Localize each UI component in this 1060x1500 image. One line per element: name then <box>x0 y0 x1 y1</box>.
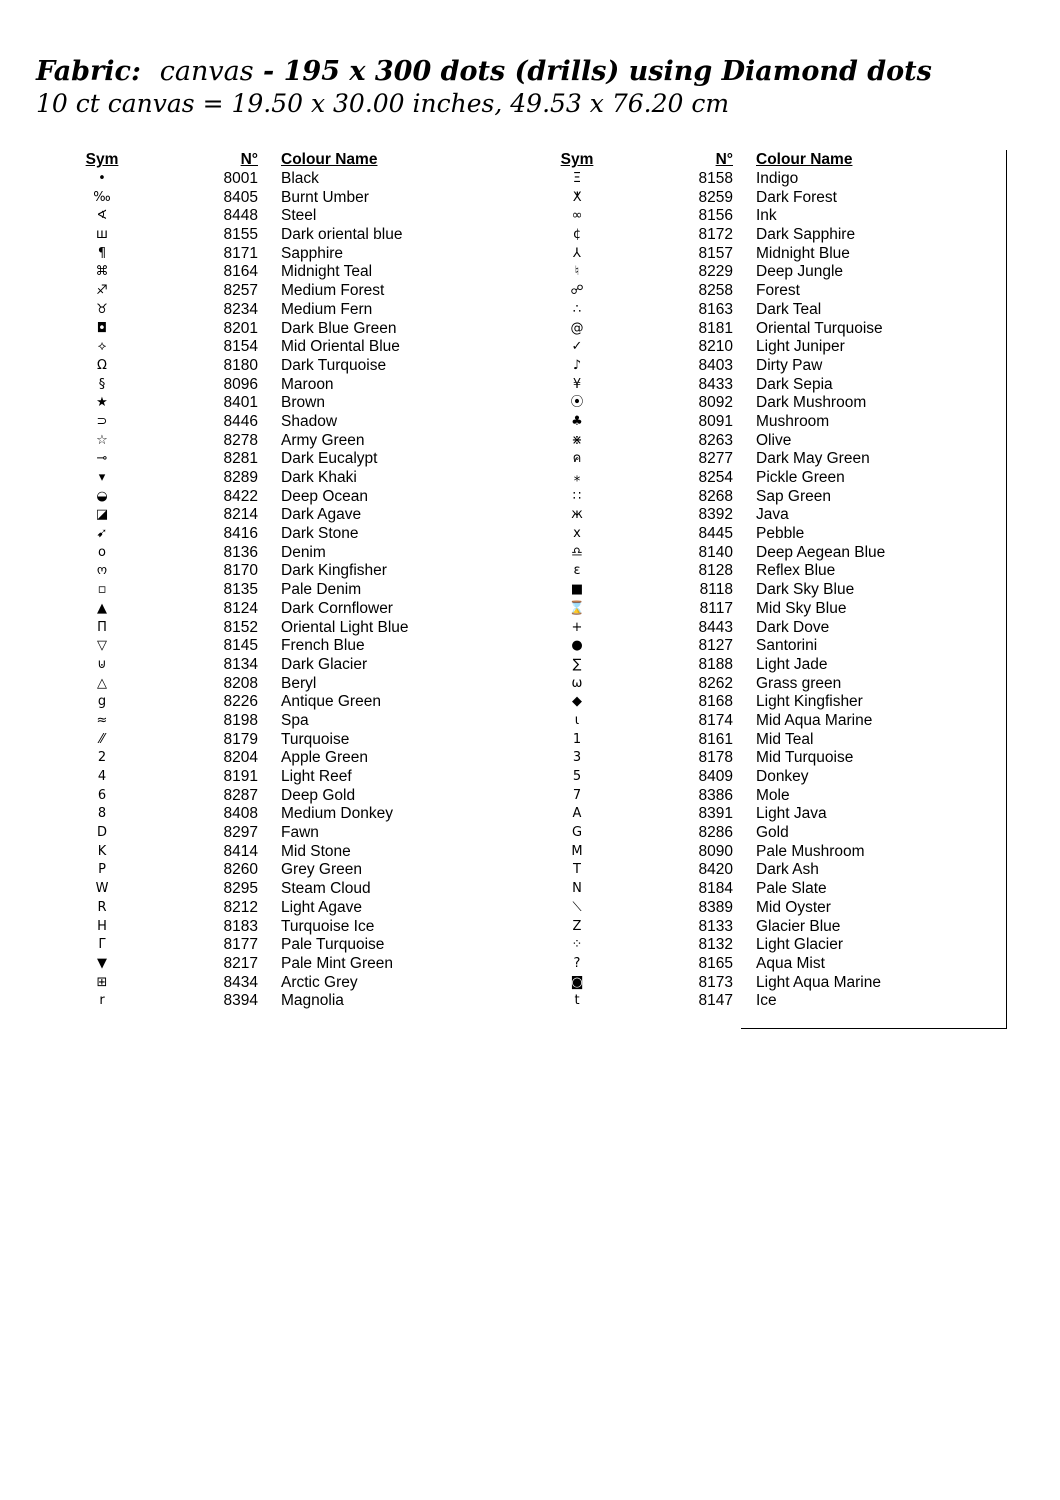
colour-name: Grey Green <box>281 861 362 879</box>
symbol: ო <box>96 563 108 579</box>
colour-name: Denim <box>281 543 326 561</box>
page-title <box>36 56 932 87</box>
colour-name: Army Green <box>281 431 365 449</box>
symbol: ◘ <box>96 320 108 336</box>
colour-name: Medium Forest <box>281 282 385 300</box>
colour-number: 8443 <box>698 618 733 636</box>
colour-number: 8258 <box>698 282 733 300</box>
colour-name: Oriental Light Blue <box>281 618 409 636</box>
colour-name: Burnt Umber <box>281 188 369 206</box>
symbol: ≈ <box>96 712 108 728</box>
colour-number: 8204 <box>223 749 258 767</box>
colour-number: 8152 <box>223 618 258 636</box>
symbol: ▽ <box>97 638 107 654</box>
colour-name: Dark Dove <box>756 618 830 636</box>
colour-name: Reflex Blue <box>756 562 836 580</box>
colour-name: Dark Cornflower <box>281 599 393 617</box>
colour-name: Dark Khaki <box>281 469 357 486</box>
symbol: ¥ <box>572 376 582 392</box>
colour-number: 8178 <box>698 749 733 767</box>
symbol: R <box>97 899 107 915</box>
colour-name: Ice <box>756 992 777 1010</box>
colour-name: Arctic Grey <box>281 973 358 991</box>
symbol: ★ <box>96 395 108 411</box>
colour-number: 8134 <box>223 655 258 673</box>
symbol: • <box>98 171 106 186</box>
colour-number: 8401 <box>223 394 258 412</box>
colour-name: Medium Donkey <box>281 805 393 823</box>
symbol: ⊸ <box>96 451 108 467</box>
colour-name: Pale Denim <box>281 581 362 599</box>
symbol: 4 <box>97 769 107 784</box>
symbol: 5 <box>572 769 582 784</box>
symbol: ɛ <box>573 563 581 579</box>
symbol: ⌛ <box>568 600 586 616</box>
symbol: g <box>97 694 107 710</box>
symbol: x <box>573 526 581 542</box>
colour-number: 8136 <box>223 543 258 561</box>
symbol: ⁎ <box>573 470 581 485</box>
colour-name: Pale Slate <box>756 880 827 898</box>
symbol: ⋇ <box>571 432 583 448</box>
colour-number: 8164 <box>223 263 258 281</box>
colour-number: 8229 <box>698 263 733 281</box>
symbol: 6 <box>97 787 107 803</box>
colour-number: 8184 <box>698 880 733 898</box>
colour-number: 8198 <box>223 711 258 729</box>
symbol: ⁄⁄ <box>99 731 105 747</box>
colour-name: Donkey <box>756 768 809 785</box>
symbol: ω <box>571 675 583 691</box>
symbol: G <box>571 825 583 841</box>
colour-name: Dark Sapphire <box>756 226 856 244</box>
symbol: Z <box>572 918 582 934</box>
colour-number: 8414 <box>223 842 258 860</box>
colour-name: Mole <box>756 786 790 804</box>
colour-name: Dark Mushroom <box>756 394 867 412</box>
colour-number: 8173 <box>698 973 733 991</box>
symbol: A <box>572 806 582 822</box>
colour-number: 8257 <box>223 282 258 300</box>
colour-name: Apple Green <box>281 749 369 767</box>
title-label: Fabric: <box>36 56 141 87</box>
colour-name: Santorini <box>756 637 818 655</box>
colour-name: Midnight Teal <box>281 263 373 281</box>
colour-number: 8171 <box>223 244 258 262</box>
symbol: N <box>572 881 582 897</box>
symbol: ◆ <box>572 694 582 710</box>
symbol: ▲ <box>97 600 107 616</box>
symbol: ‰ <box>93 189 111 205</box>
colour-number: 8226 <box>223 693 258 711</box>
colour-number: 8281 <box>223 450 258 468</box>
colour-number: 8208 <box>223 674 258 692</box>
symbol: Ξ <box>572 171 582 186</box>
symbol: D <box>96 825 107 841</box>
colour-name: French Blue <box>281 637 365 655</box>
colour-name: Deep Jungle <box>756 263 844 281</box>
colour-number: 8286 <box>698 824 733 842</box>
colour-name: Dark Sky Blue <box>756 581 855 599</box>
symbol: 2 <box>97 750 107 766</box>
colour-name: Pale Mushroom <box>756 842 865 860</box>
symbol: ♐ <box>96 283 108 299</box>
colour-name: Midnight Blue <box>756 244 850 262</box>
colour-name: Dark Teal <box>756 300 822 318</box>
colour-number: 8118 <box>699 581 733 599</box>
symbol: ∑ <box>572 656 582 672</box>
symbol: ▫ <box>97 582 107 598</box>
colour-number: 8448 <box>223 207 258 225</box>
colour-number: 8132 <box>698 936 733 954</box>
symbol: ⁘ <box>571 937 583 953</box>
header-sym: Sym <box>85 151 119 168</box>
colour-number: 8217 <box>223 954 258 972</box>
colour-number: 8405 <box>223 188 258 206</box>
symbol: ♪ <box>572 357 582 373</box>
symbol: 7 <box>572 787 582 803</box>
colour-number: 8158 <box>698 170 733 187</box>
symbol: ¶ <box>97 245 107 261</box>
colour-name: Deep Gold <box>281 786 356 804</box>
colour-name: Steel <box>281 207 317 225</box>
colour-name: Magnolia <box>281 992 344 1010</box>
header-colour-name: Colour Name <box>756 151 853 168</box>
colour-number: 8157 <box>698 244 733 262</box>
colour-name: Dark Stone <box>281 525 359 543</box>
symbol: K <box>97 843 107 859</box>
colour-name: Dark May Green <box>756 450 870 468</box>
colour-number: 8408 <box>223 805 258 823</box>
symbol: P <box>98 862 106 878</box>
colour-name: Sapphire <box>281 244 344 262</box>
colour-number: 8188 <box>698 655 733 673</box>
colour-number: 8181 <box>698 319 733 337</box>
colour-name: Turquoise Ice <box>281 917 375 935</box>
page-subtitle: 10 ct canvas = 19.50 x 30.00 inches, 49.53 x 76.20 cm <box>36 89 730 118</box>
colour-name: Light Glacier <box>756 936 844 954</box>
colour-name: Ink <box>756 207 777 225</box>
header-colour-name: Colour Name <box>281 151 378 168</box>
colour-number: 8001 <box>223 170 258 187</box>
colour-name: Pale Turquoise <box>281 936 385 954</box>
colour-number: 8165 <box>698 954 733 972</box>
colour-name: Dark Glacier <box>281 655 368 673</box>
symbol: ɩ <box>574 712 580 728</box>
colour-name: Maroon <box>281 375 334 393</box>
colour-name: Grass green <box>756 674 842 692</box>
colour-name: Dark Turquoise <box>281 356 387 374</box>
colour-number: 8156 <box>698 207 733 225</box>
symbol: o <box>98 544 106 560</box>
colour-name: Dirty Paw <box>756 356 823 374</box>
symbol: H <box>97 918 107 934</box>
colour-number: 8386 <box>698 786 733 804</box>
colour-name: Aqua Mist <box>756 954 825 972</box>
symbol: △ <box>97 675 107 691</box>
colour-number: 8180 <box>223 356 258 374</box>
symbol: ⟍ <box>572 899 582 915</box>
colour-number: 8445 <box>698 525 733 543</box>
colour-name: Turquoise <box>281 730 350 748</box>
colour-name: Light Agave <box>281 898 363 916</box>
symbol: ∢ <box>96 208 108 224</box>
colour-number: 8140 <box>698 543 733 561</box>
colour-number: 8434 <box>223 973 258 991</box>
symbol: ⌘ <box>95 264 109 280</box>
colour-number: 8124 <box>223 599 258 617</box>
colour-number: 8174 <box>698 711 733 729</box>
symbol: ♮ <box>574 264 580 280</box>
symbol: @ <box>570 320 584 336</box>
colour-name: Mid Stone <box>281 842 351 860</box>
colour-name: Dark Eucalypt <box>281 450 378 468</box>
colour-number: 8212 <box>223 898 258 916</box>
colour-name: Gold <box>756 824 789 842</box>
colour-number: 8117 <box>699 599 733 617</box>
symbol: t <box>574 993 580 1009</box>
symbol: ? <box>573 955 581 971</box>
symbol: ш <box>96 227 108 243</box>
colour-name: Dark Sepia <box>756 375 833 393</box>
colour-name: Light Jade <box>756 655 828 673</box>
colour-name: Beryl <box>281 674 317 692</box>
colour-name: Light Java <box>756 805 827 823</box>
colour-number: 8191 <box>223 768 258 785</box>
symbol: ▾ <box>98 470 106 485</box>
colour-number: 8403 <box>698 356 733 374</box>
symbol: W <box>95 881 109 897</box>
symbol: T <box>573 862 581 878</box>
symbol: r <box>99 993 105 1009</box>
symbol: ♣ <box>571 413 583 429</box>
colour-number: 8268 <box>698 487 733 505</box>
symbol: ⊞ <box>96 974 108 990</box>
header-number: N° <box>240 151 258 168</box>
symbol: M <box>571 843 583 859</box>
symbol: ∞ <box>571 208 583 224</box>
colour-number: 8389 <box>698 898 733 916</box>
colour-name: Mid Turquoise <box>756 749 854 767</box>
colour-number: 8127 <box>698 637 733 655</box>
colour-name: Oriental Turquoise <box>756 319 883 337</box>
symbol: ⊃ <box>96 413 108 429</box>
colour-name: Glacier Blue <box>756 917 841 935</box>
colour-number: 8420 <box>698 861 733 879</box>
title-dimensions: - 195 x 300 dots (drills) using Diamond dots <box>263 56 932 87</box>
colour-number: 8446 <box>223 412 258 430</box>
colour-number: 8201 <box>223 319 258 337</box>
colour-name: Mid Teal <box>756 730 814 748</box>
colour-name: Dark oriental blue <box>281 226 403 244</box>
symbol: § <box>98 376 106 392</box>
colour-number: 8154 <box>223 338 258 356</box>
colour-name: Brown <box>281 394 325 412</box>
colour-number: 8287 <box>223 786 258 804</box>
symbol: ⦿ <box>570 395 584 411</box>
symbol: 3 <box>572 750 582 766</box>
colour-name: Indigo <box>756 170 799 187</box>
symbol: ⵅ <box>572 189 582 205</box>
colour-name: Light Juniper <box>756 338 845 356</box>
symbol: Ω <box>97 357 107 373</box>
symbol: ж <box>571 507 583 523</box>
colour-number: 8183 <box>223 917 258 935</box>
symbol: ♎ <box>571 544 583 560</box>
colour-number: 8096 <box>223 375 258 393</box>
colour-name: Pickle Green <box>756 469 845 486</box>
symbol: ♉ <box>96 301 108 317</box>
colour-name: Forest <box>756 282 800 300</box>
colour-number: 8133 <box>698 917 733 935</box>
colour-name: Spa <box>281 711 309 729</box>
colour-name: Dark Kingfisher <box>281 562 387 580</box>
colour-number: 8234 <box>223 300 258 318</box>
colour-number: 8295 <box>223 880 258 898</box>
symbol: 8 <box>97 806 107 822</box>
symbol: ⟡ <box>97 339 107 355</box>
colour-number: 8091 <box>698 412 733 430</box>
colour-number: 8147 <box>698 992 733 1010</box>
colour-name: Deep Aegean Blue <box>756 543 886 561</box>
colour-number: 8090 <box>698 842 733 860</box>
colour-number: 8161 <box>698 730 733 748</box>
colour-number: 8155 <box>223 226 258 244</box>
symbol: ✓ <box>571 339 583 355</box>
table-border-horizontal <box>741 1028 1007 1029</box>
colour-number: 8422 <box>223 487 258 505</box>
colour-name: Mid Oriental Blue <box>281 338 400 356</box>
colour-number: 8392 <box>698 506 733 524</box>
colour-name: Pale Mint Green <box>281 954 393 972</box>
colour-name: Medium Fern <box>281 300 373 318</box>
colour-number: 8170 <box>223 562 258 580</box>
symbol: ⊍ <box>97 656 107 672</box>
colour-number: 8260 <box>223 861 258 879</box>
colour-number: 8135 <box>223 581 258 599</box>
symbol: ⅄ <box>573 245 581 261</box>
colour-number: 8433 <box>698 375 733 393</box>
colour-name: Dark Forest <box>756 188 837 206</box>
symbol: ◪ <box>95 507 109 523</box>
colour-number: 8145 <box>223 637 258 655</box>
colour-name: Dark Blue Green <box>281 319 397 337</box>
colour-name: Sap Green <box>756 487 831 505</box>
header-sym: Sym <box>560 151 594 168</box>
symbol: ◙ <box>570 974 584 990</box>
colour-number: 8092 <box>698 394 733 412</box>
colour-number: 8179 <box>223 730 258 748</box>
symbol: ค <box>572 451 582 467</box>
colour-name: Olive <box>756 431 792 449</box>
colour-name: Light Kingfisher <box>756 693 863 711</box>
colour-name: Black <box>281 170 319 187</box>
colour-name: Deep Ocean <box>281 487 369 505</box>
symbol: ∴ <box>572 301 582 317</box>
colour-name: Dark Ash <box>756 861 819 879</box>
symbol: ■ <box>570 582 584 598</box>
symbol: ¢ <box>572 227 582 243</box>
colour-number: 8289 <box>223 469 258 486</box>
colour-number: 8177 <box>223 936 258 954</box>
symbol: Γ <box>98 937 106 953</box>
symbol: ◒ <box>96 488 108 504</box>
colour-number: 8394 <box>223 992 258 1010</box>
colour-name: Shadow <box>281 412 338 430</box>
colour-number: 8262 <box>698 674 733 692</box>
colour-number: 8172 <box>698 226 733 244</box>
colour-name: Antique Green <box>281 693 381 711</box>
colour-name: Light Aqua Marine <box>756 973 881 991</box>
colour-number: 8297 <box>223 824 258 842</box>
colour-number: 8263 <box>698 431 733 449</box>
colour-name: Steam Cloud <box>281 880 371 898</box>
colour-number: 8409 <box>698 768 733 785</box>
colour-number: 8128 <box>698 562 733 580</box>
colour-name: Pebble <box>756 525 805 543</box>
colour-number: 8391 <box>698 805 733 823</box>
colour-name: Mid Sky Blue <box>756 599 847 617</box>
symbol: ☍ <box>570 283 584 299</box>
colour-name: Java <box>756 506 789 524</box>
title-fabric: canvas <box>159 56 254 87</box>
symbol: ● <box>571 638 583 654</box>
symbol: ➹ <box>96 526 108 542</box>
header-number: N° <box>715 151 733 168</box>
symbol: + <box>571 619 583 635</box>
symbol: ☆ <box>96 432 108 448</box>
colour-number: 8277 <box>698 450 733 468</box>
colour-name: Light Reef <box>281 768 352 785</box>
colour-number: 8163 <box>698 300 733 318</box>
colour-name: Fawn <box>281 824 319 842</box>
colour-name: Dark Agave <box>281 506 362 524</box>
symbol: ▼ <box>97 955 107 971</box>
colour-number: 8210 <box>698 338 733 356</box>
colour-number: 8259 <box>698 188 733 206</box>
colour-number: 8254 <box>698 469 733 486</box>
colour-name: Mid Oyster <box>756 898 831 916</box>
colour-number: 8168 <box>698 693 733 711</box>
colour-name: Mid Aqua Marine <box>756 711 873 729</box>
colour-number: 8214 <box>223 506 258 524</box>
colour-number: 8416 <box>223 525 258 543</box>
colour-number: 8278 <box>223 431 258 449</box>
symbol: 1 <box>572 731 582 747</box>
colour-name: Mushroom <box>756 412 830 430</box>
symbol: ∷ <box>572 488 582 504</box>
symbol: П <box>97 619 107 635</box>
table-border-vertical <box>1006 150 1007 1028</box>
